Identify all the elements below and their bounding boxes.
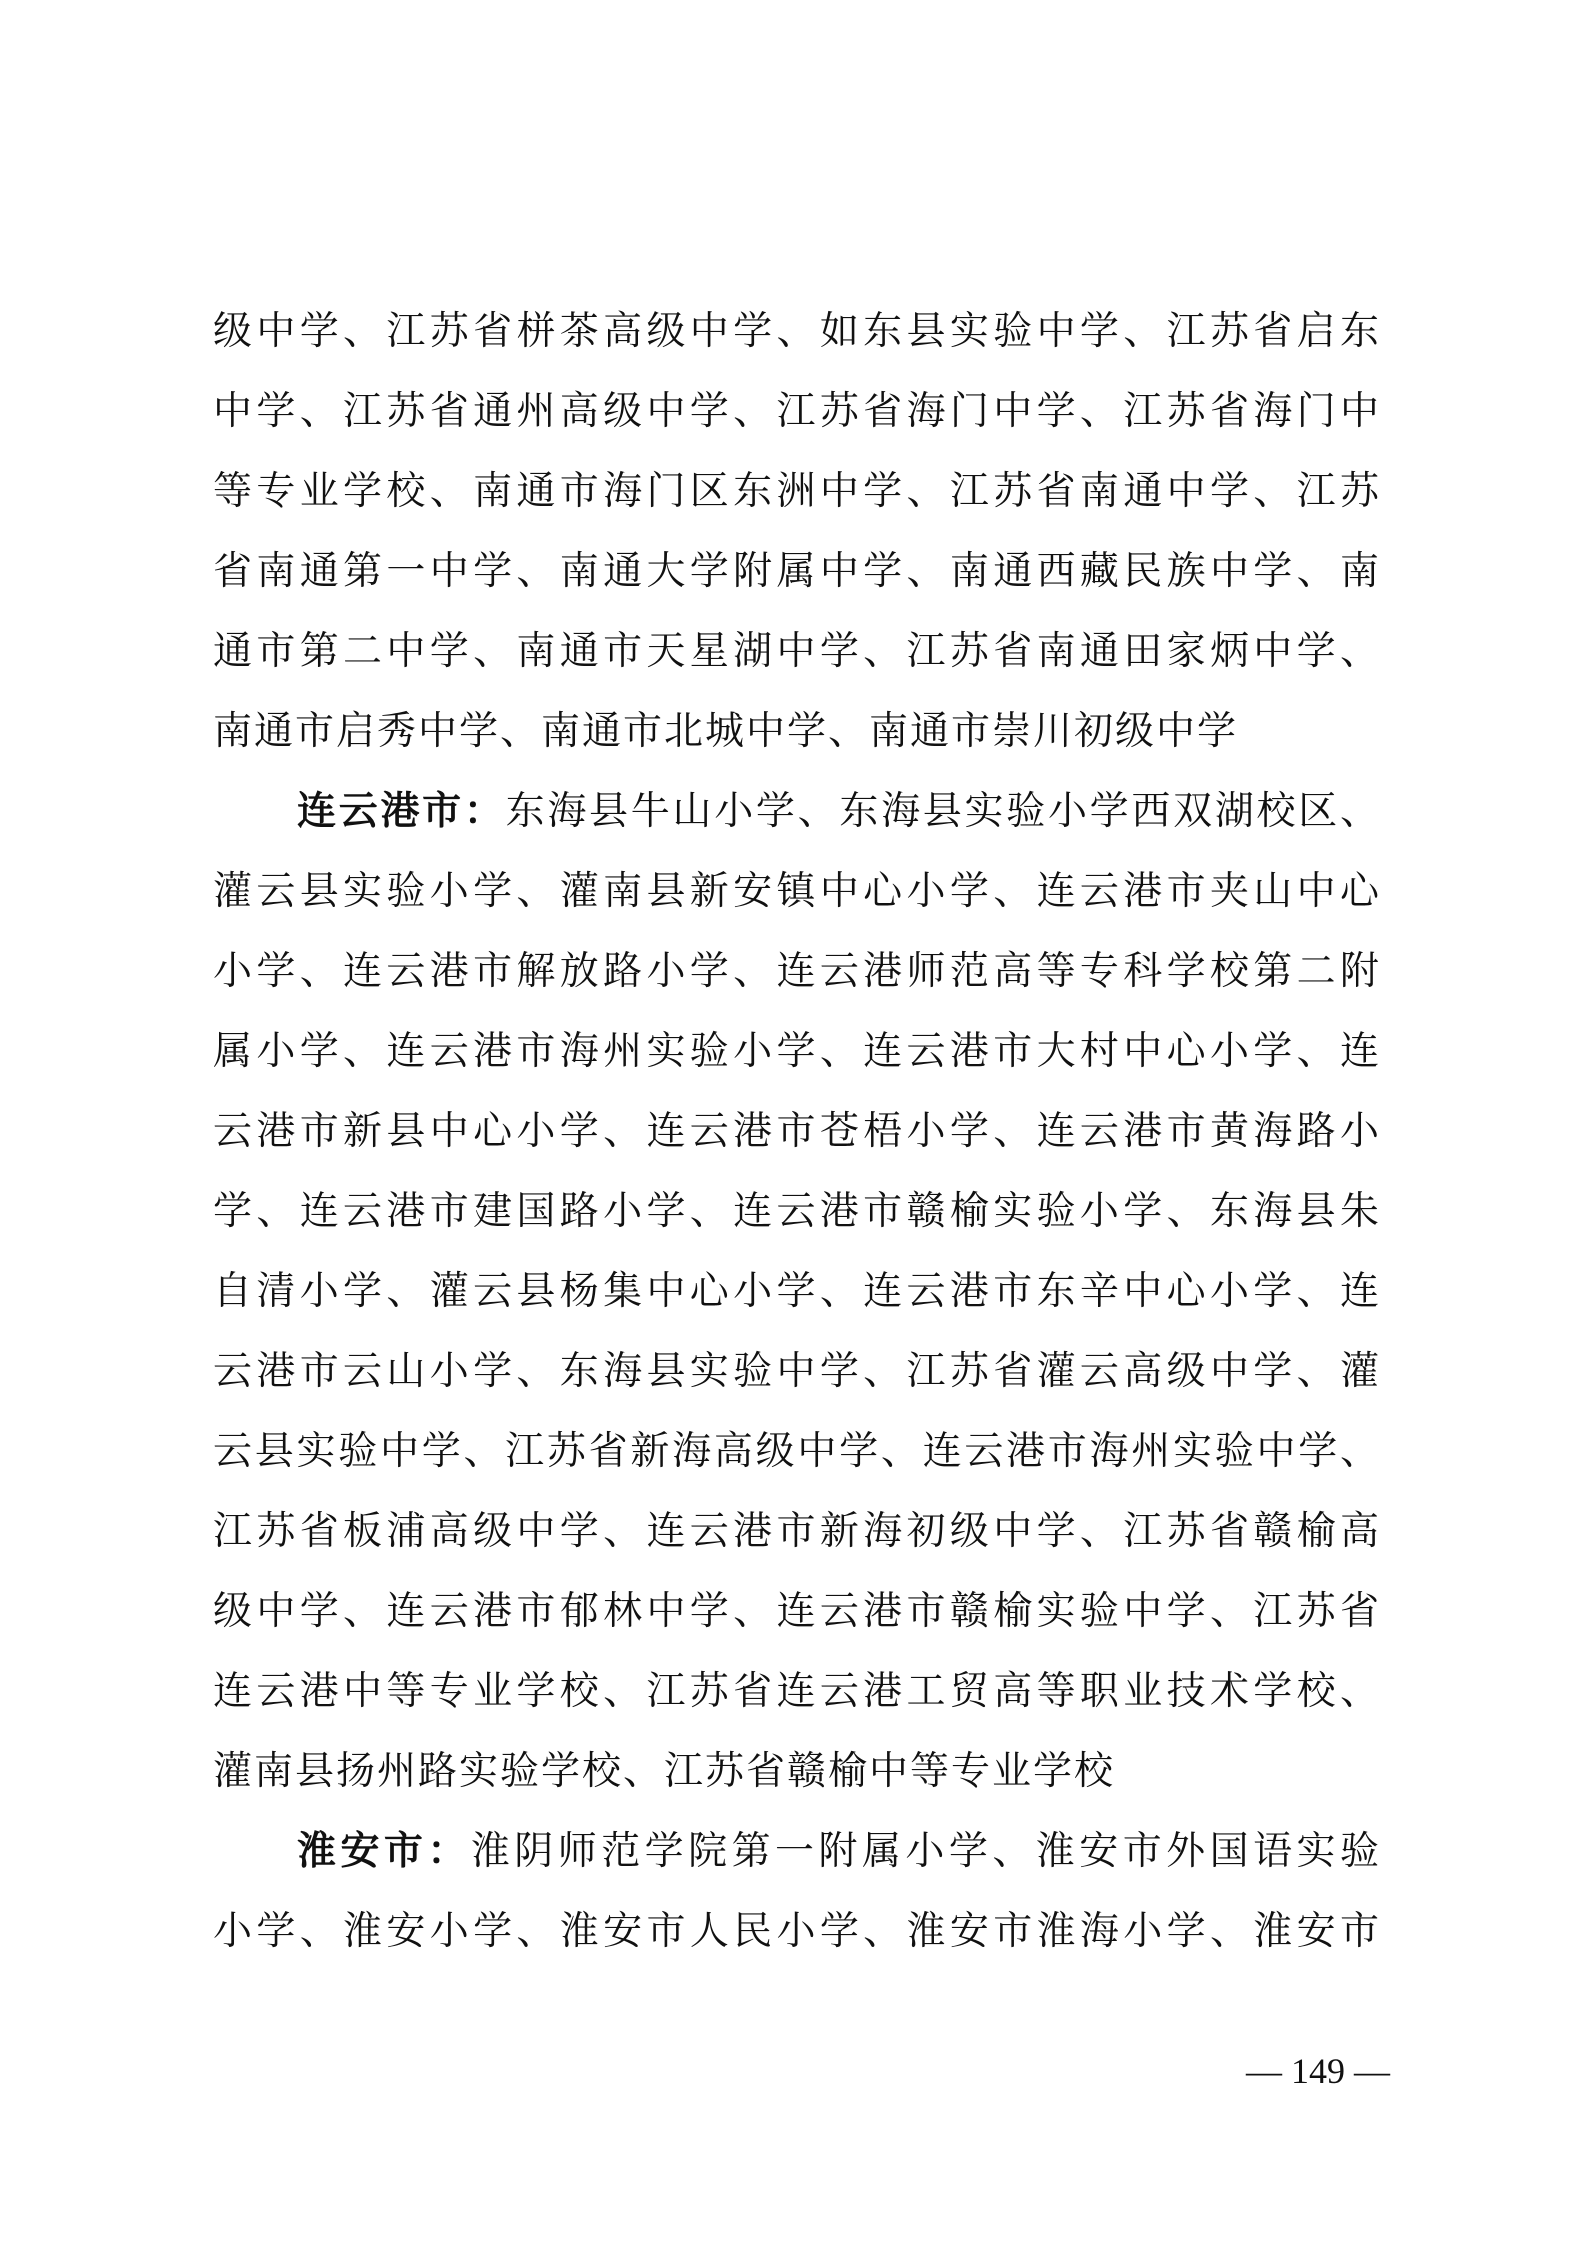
text-line: 通市第二中学、南通市天星湖中学、江苏省南通田家炳中学、: [213, 629, 1381, 674]
text-line: 淮阴师范学院第一附属小学、淮安市外国语实验: [470, 1829, 1381, 1874]
body-text: [213, 292, 1381, 1972]
text-line: 小学、连云港市解放路小学、连云港师范高等专科学校第二附: [213, 949, 1381, 994]
paragraph-first-line: [213, 1812, 1381, 1892]
text-line: 自清小学、灌云县杨集中心小学、连云港市东辛中心小学、连: [213, 1269, 1381, 1314]
text-line: 云港市新县中心小学、连云港市苍梧小学、连云港市黄海路小: [213, 1109, 1381, 1154]
text-line: 灌云县实验小学、灌南县新安镇中心小学、连云港市夹山中心: [213, 869, 1381, 914]
text-line: 省南通第一中学、南通大学附属中学、南通西藏民族中学、南: [213, 549, 1381, 594]
text-line: 东海县牛山小学、东海县实验小学西双湖校区、: [505, 789, 1381, 834]
text-line: 小学、淮安小学、淮安市人民小学、淮安市淮海小学、淮安市: [213, 1909, 1381, 1954]
page-number: — 149 —: [1246, 2051, 1390, 2091]
text-line: 云县实验中学、江苏省新海高级中学、连云港市海州实验中学、: [213, 1429, 1381, 1474]
text-line: 云港市云山小学、东海县实验中学、江苏省灌云高级中学、灌: [213, 1349, 1381, 1394]
text-line: 南通市启秀中学、南通市北城中学、南通市崇川初级中学: [213, 709, 1239, 754]
city-heading: 淮安市：: [297, 1829, 471, 1874]
city-heading: 连云港市：: [297, 789, 506, 834]
text-line: 连云港中等专业学校、江苏省连云港工贸高等职业技术学校、: [213, 1669, 1381, 1714]
text-line: 灌南县扬州路实验学校、江苏省赣榆中等专业学校: [213, 1749, 1116, 1794]
text-line: 级中学、连云港市郁林中学、连云港市赣榆实验中学、江苏省: [213, 1589, 1381, 1634]
text-line: 学、连云港市建国路小学、连云港市赣榆实验小学、东海县朱: [213, 1189, 1381, 1234]
text-line: 江苏省板浦高级中学、连云港市新海初级中学、江苏省赣榆高: [213, 1509, 1381, 1554]
text-line: 中学、江苏省通州高级中学、江苏省海门中学、江苏省海门中: [213, 389, 1381, 434]
paragraph-first-line: [213, 772, 1381, 852]
text-line: 属小学、连云港市海州实验小学、连云港市大村中心小学、连: [213, 1029, 1381, 1074]
text-line: 等专业学校、南通市海门区东洲中学、江苏省南通中学、江苏: [213, 469, 1381, 514]
text-line: 级中学、江苏省栟茶高级中学、如东县实验中学、江苏省启东: [213, 309, 1381, 354]
